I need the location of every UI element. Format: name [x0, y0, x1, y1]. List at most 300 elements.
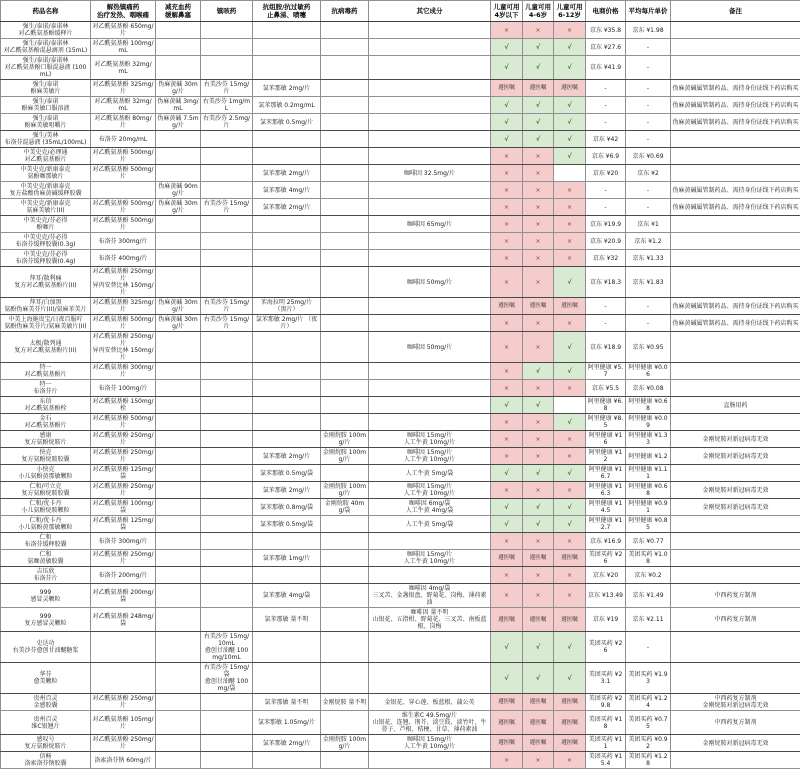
cell-antitussive-line: 右美沙芬 15mg/10mL: [202, 633, 251, 647]
cell-unit-price: [626, 199, 671, 216]
cell-antipyretic: [91, 448, 156, 465]
cell-kids-4-6: [523, 182, 554, 199]
cell-kids-4-6: [523, 550, 554, 567]
cell-kids-4-6: [523, 131, 554, 148]
cell-kids-under4: [491, 567, 523, 584]
cross-mark: ×: [535, 487, 540, 494]
cell-antiviral: [321, 114, 369, 131]
cell-unit-price: [626, 148, 671, 165]
cell-antipyretic-line: 对乙酰氨基酚 125mg/袋: [92, 466, 154, 480]
cell-remarks-line: 金刚烷胺对新冠病毒无效: [672, 453, 799, 460]
cell-antipyretic-line: 对乙酰氨基酚 250mg/片: [92, 432, 154, 446]
cell-decongestant: [156, 267, 201, 298]
cell-kids-4-6: [523, 332, 554, 363]
check-mark: √: [536, 367, 540, 375]
cell-other-ingredients: [369, 465, 491, 482]
cell-kids-6-12: [554, 694, 586, 711]
cell-drug-name-line: 强生/泰诺: [2, 81, 89, 88]
cell-drug-name-line: 强生/泰诺: [2, 115, 89, 122]
cell-antiviral: [321, 608, 369, 632]
cross-mark: ×: [567, 187, 572, 194]
cell-unit-price-line: 京东 ¥1.2: [627, 238, 669, 245]
cell-other-ingredients-line: 三叉苦、金盏银盘、野菊花、岗梅、薄荷素油: [370, 592, 489, 606]
cell-price-line: 京东 ¥19.9: [587, 221, 624, 228]
cell-antiviral: [321, 199, 369, 216]
cell-antihistamine-line: 氯苯那敏 量不明: [254, 699, 319, 706]
cell-other-ingredients: [369, 499, 491, 516]
cell-antitussive: [201, 397, 253, 414]
doctor-advice-mark: 遵医嘱: [561, 720, 578, 726]
cell-kids-4-6: [523, 56, 554, 80]
column-header-sublabel: 治疗发热、咽喉痛: [91, 11, 155, 19]
cell-antipyretic-line: 对乙酰氨基酚 200mg/袋: [92, 589, 154, 603]
cell-drug-name-line: 金感胶囊: [2, 702, 89, 709]
cell-unit-price: [626, 567, 671, 584]
cell-antipyretic: [91, 97, 156, 114]
cross-mark: ×: [535, 344, 540, 351]
cell-drug-name-line: 布洛芬片: [2, 388, 89, 395]
cell-antiviral: [321, 380, 369, 397]
cell-antihistamine: [253, 131, 321, 148]
cell-remarks-line: 金刚烷胺对新冠病毒无效: [672, 702, 799, 709]
check-mark: √: [567, 674, 571, 682]
cross-mark: ×: [567, 453, 572, 460]
cell-unit-price-line: -: [627, 320, 669, 327]
cell-antitussive: [201, 567, 253, 584]
cell-drug-name-line: 对乙酰氨基酚片: [2, 156, 89, 163]
cell-decongestant: [156, 131, 201, 148]
check-mark: √: [567, 101, 571, 109]
cell-price: [586, 233, 626, 250]
cell-antiviral: [321, 550, 369, 567]
cell-drug-name-line: 仁和: [2, 551, 89, 558]
cell-kids-4-6: [523, 735, 554, 752]
cell-drug-name-line: 氨酚伪麻美芬片(II)/氨麻苯美片: [2, 306, 89, 313]
cell-antitussive: [201, 694, 253, 711]
cell-drug-name-line: 仁和/优卡丹: [2, 517, 89, 524]
cell-drug-name-line: 中美史克/新康泰克: [2, 166, 89, 173]
cell-decongestant: [156, 448, 201, 465]
cell-unit-price: [626, 22, 671, 39]
doctor-advice-mark: 遵医嘱: [561, 85, 578, 91]
check-mark: √: [536, 118, 540, 126]
cell-kids-6-12: [554, 735, 586, 752]
check-mark: √: [536, 101, 540, 109]
cell-kids-under4: [491, 216, 523, 233]
cell-antitussive-line: 右美沙芬 15mg/片: [202, 81, 251, 95]
cell-unit-price-line: -: [627, 303, 669, 310]
cell-price: [586, 199, 626, 216]
check-mark: √: [567, 503, 571, 511]
cell-drug-name-line: 小快克: [2, 466, 89, 473]
check-mark: √: [504, 674, 508, 682]
cell-price-line: 美团买药 ¥26: [587, 640, 624, 654]
check-mark: √: [536, 43, 540, 51]
cell-antihistamine: [253, 431, 321, 448]
cell-remarks-line: 伪麻黄碱属管制药品、需持身份证线下药店购买: [672, 204, 799, 211]
cell-price-line: 京东 ¥6.9: [587, 153, 624, 160]
column-header-drug_name: [1, 1, 91, 22]
cell-price: [586, 499, 626, 516]
cell-decongestant: [156, 182, 201, 199]
cross-mark: ×: [504, 592, 509, 599]
column-header-antihistamine: [253, 1, 321, 22]
cross-mark: ×: [535, 320, 540, 327]
cell-decongestant: [156, 550, 201, 567]
cell-antipyretic: [91, 431, 156, 448]
cell-antitussive: [201, 250, 253, 267]
cell-unit-price: [626, 482, 671, 499]
cell-unit-price: [626, 663, 671, 694]
cell-other-ingredients-line: 维生素C 49.5mg/片: [370, 712, 489, 719]
doctor-advice-mark: 遵医嘱: [561, 617, 578, 623]
cell-kids-under4: [491, 182, 523, 199]
column-header-label: 儿童可用: [523, 3, 553, 11]
cell-remarks: [671, 39, 800, 56]
cell-remarks: [671, 22, 800, 39]
cell-kids-4-6: [523, 363, 554, 380]
cell-antihistamine: [253, 711, 321, 735]
cell-price-line: 京东 ¥20: [587, 572, 624, 579]
cell-remarks-line: 直肠用药: [672, 402, 799, 409]
column-header-label: 儿童可用: [554, 3, 585, 11]
column-header-label: 抗组胺/抗过敏药: [253, 3, 320, 11]
cell-antipyretic: [91, 465, 156, 482]
cross-mark: ×: [567, 592, 572, 599]
cell-remarks: [671, 165, 800, 182]
cell-decongestant: [156, 663, 201, 694]
cross-mark: ×: [504, 320, 509, 327]
cell-drug-name: [1, 131, 91, 148]
cell-kids-6-12: [554, 233, 586, 250]
check-mark: √: [567, 343, 571, 351]
cell-antitussive: [201, 752, 253, 769]
cross-mark: ×: [504, 279, 509, 286]
cell-kids-4-6: [523, 482, 554, 499]
cell-price: [586, 80, 626, 97]
cell-kids-6-12: [554, 56, 586, 80]
cell-antihistamine-line: 氯苯那敏 2mg/片 （夜片）: [254, 316, 319, 330]
cell-drug-name: [1, 39, 91, 56]
cell-drug-name-line: 小儿氨酚烷胺颗粒: [2, 507, 89, 514]
cross-mark: ×: [535, 153, 540, 160]
cell-antihistamine: [253, 397, 321, 414]
cell-kids-6-12: [554, 363, 586, 380]
cell-decongestant-line: 伪麻黄碱 3mg/mL: [157, 98, 199, 112]
cell-drug-name: [1, 267, 91, 298]
cell-price-line: 京东 ¥13.49: [587, 592, 624, 599]
cell-unit-price-line: 京东 ¥1.98: [627, 27, 669, 34]
cell-other-ingredients-line: 人工牛黄 10mg/片: [370, 456, 489, 463]
cell-antihistamine-line: 氯苯那敏 1.05mg/片: [254, 719, 319, 726]
cell-remarks: [671, 567, 800, 584]
cell-antihistamine-line: 氯苯那敏 2mg/片: [254, 170, 319, 177]
cross-mark: ×: [504, 757, 509, 764]
cell-antitussive: [201, 298, 253, 315]
cell-antitussive: [201, 711, 253, 735]
cell-kids-under4: [491, 165, 523, 182]
cell-kids-4-6: [523, 165, 554, 182]
cell-antipyretic-line: 布洛芬 300mg/片: [92, 238, 154, 245]
cell-unit-price: [626, 80, 671, 97]
cell-antihistamine: [253, 250, 321, 267]
cell-price-line: 阿里健康 ¥16.3: [587, 483, 624, 497]
check-mark: √: [504, 401, 508, 409]
cell-kids-4-6: [523, 448, 554, 465]
cell-unit-price-line: 阿里健康 ¥0.91: [627, 500, 669, 514]
cell-other-ingredients: [369, 22, 491, 39]
cell-drug-name-line: 酚麻美敏咀嚼片: [2, 122, 89, 129]
cell-antitussive-line: 右美沙芬 15mg/片: [202, 299, 251, 313]
cell-drug-name-line: 布洛芬混悬液 (35mL/100mL): [2, 139, 89, 146]
cell-kids-under4: [491, 414, 523, 431]
cell-antiviral-line: 金刚烷胺 100mg/片: [322, 432, 367, 446]
cell-antihistamine-line: 氯苯那敏 1mg/片: [254, 555, 319, 562]
cell-kids-under4: [491, 735, 523, 752]
cell-drug-name-line: 感康: [2, 432, 89, 439]
cell-unit-price: [626, 39, 671, 56]
cell-antipyretic: [91, 298, 156, 315]
cell-price: [586, 448, 626, 465]
cell-unit-price-line: -: [627, 102, 669, 109]
cell-drug-name-line: 小儿氨酚黄那敏颗粒: [2, 473, 89, 480]
cross-mark: ×: [504, 221, 509, 228]
cell-antipyretic: [91, 22, 156, 39]
cell-antiviral: [321, 448, 369, 465]
cell-unit-price: [626, 165, 671, 182]
cell-antihistamine: [253, 694, 321, 711]
column-header-label: 儿童可用: [491, 3, 522, 11]
cell-kids-6-12: [554, 663, 586, 694]
cell-antipyretic: [91, 56, 156, 80]
cross-mark: ×: [567, 757, 572, 764]
cell-drug-name-line: 特一: [2, 364, 89, 371]
cross-mark: ×: [504, 453, 509, 460]
cell-antipyretic-line: 对乙酰氨基酚 500mg/片: [92, 217, 154, 231]
cell-drug-name-line: 强生/泰诺/泰诺林: [2, 40, 89, 47]
cell-kids-4-6: [523, 711, 554, 735]
cross-mark: ×: [535, 279, 540, 286]
cell-antiviral: [321, 267, 369, 298]
cell-remarks-line: 金刚烷胺对新冠病毒无效: [672, 504, 799, 511]
cell-antihistamine-line: 氯苯那敏 0.5mg/袋: [254, 521, 319, 528]
cell-antitussive: [201, 363, 253, 380]
cell-kids-4-6: [523, 516, 554, 533]
cell-unit-price-line: -: [627, 64, 669, 71]
cell-kids-under4: [491, 148, 523, 165]
cell-price: [586, 608, 626, 632]
cell-price: [586, 431, 626, 448]
cell-kids-under4: [491, 516, 523, 533]
cell-remarks: [671, 735, 800, 752]
cell-price-line: 阿里健康 ¥6.8: [587, 398, 624, 412]
cell-decongestant: [156, 752, 201, 769]
cell-price: [586, 165, 626, 182]
column-header-remarks: [671, 1, 800, 22]
cell-drug-name-line: 小儿氨酚黄那敏颗粒: [2, 524, 89, 531]
cell-remarks: [671, 80, 800, 97]
cross-mark: ×: [535, 538, 540, 545]
table-row: [1, 114, 800, 131]
cell-kids-under4: [491, 533, 523, 550]
cell-antipyretic: [91, 752, 156, 769]
cell-other-ingredients: [369, 711, 491, 735]
cell-kids-4-6: [523, 608, 554, 632]
cell-unit-price: [626, 414, 671, 431]
cell-antipyretic: [91, 663, 156, 694]
cell-antihistamine: [253, 735, 321, 752]
cross-mark: ×: [535, 385, 540, 392]
cell-drug-name-line: 史达功: [2, 640, 89, 647]
cell-antiviral: [321, 233, 369, 250]
cell-price: [586, 711, 626, 735]
cell-antipyretic-line: 异丙安替比林 150mg/片: [92, 347, 154, 361]
cell-unit-price: [626, 131, 671, 148]
cell-drug-name: [1, 397, 91, 414]
cell-antiviral: [321, 182, 369, 199]
cell-unit-price: [626, 380, 671, 397]
cell-other-ingredients: [369, 267, 491, 298]
cell-antipyretic-line: 布洛芬 400mg/片: [92, 255, 154, 262]
cell-antiviral: [321, 363, 369, 380]
cell-price: [586, 380, 626, 397]
cell-drug-name-line: 对乙酰氨基酚片: [2, 371, 89, 378]
cell-other-ingredients: [369, 182, 491, 199]
cell-remarks: [671, 114, 800, 131]
cell-decongestant: [156, 735, 201, 752]
cell-remarks: [671, 97, 800, 114]
cell-other-ingredients: [369, 533, 491, 550]
cell-antihistamine: [253, 584, 321, 608]
cell-drug-name: [1, 584, 91, 608]
cell-antipyretic-line: 布洛芬 20mg/mL: [92, 136, 154, 143]
check-mark: √: [567, 43, 571, 51]
cell-antitussive: [201, 499, 253, 516]
cell-antihistamine: [253, 499, 321, 516]
cell-kids-6-12: [554, 465, 586, 482]
table-row: [1, 711, 800, 735]
cell-drug-name: [1, 632, 91, 663]
cell-unit-price: [626, 250, 671, 267]
cell-remarks-line: 中西药复方制剂: [672, 592, 799, 599]
cell-antipyretic: [91, 114, 156, 131]
cell-kids-6-12: [554, 499, 586, 516]
cell-decongestant: [156, 516, 201, 533]
cell-price-line: 京东 ¥18.3: [587, 279, 624, 286]
cell-other-ingredients: [369, 216, 491, 233]
cell-antipyretic-line: 对乙酰氨基酚 125mg/袋: [92, 517, 154, 531]
cell-decongestant: [156, 332, 201, 363]
cell-antihistamine-line: 苯海拉明 25mg/片 （黑片）: [254, 299, 319, 313]
cell-other-ingredients-line: 咖啡因 50mg/片: [370, 279, 489, 286]
cross-mark: ×: [504, 419, 509, 426]
cross-mark: ×: [567, 385, 572, 392]
check-mark: √: [504, 43, 508, 51]
cell-unit-price-line: 京东 ¥1.49: [627, 592, 669, 599]
check-mark: √: [567, 418, 571, 426]
cell-antipyretic-line: 布洛芬 100mg/片: [92, 385, 154, 392]
cell-drug-name-line: 对乙酰氨基酚栓: [2, 405, 89, 412]
column-header-decongestant: [156, 1, 201, 22]
column-header-sublabel: 4-6岁: [523, 11, 553, 19]
cell-remarks-line: 伪麻黄碱属管制药品、需持身份证线下药店购买: [672, 303, 799, 310]
cell-antipyretic-line: 对乙酰氨基酚 250mg/片: [92, 268, 154, 282]
cell-other-ingredients: [369, 97, 491, 114]
cell-drug-name: [1, 298, 91, 315]
cell-antihistamine: [253, 482, 321, 499]
cross-mark: ×: [504, 538, 509, 545]
cross-mark: ×: [535, 170, 540, 177]
cell-other-ingredients: [369, 663, 491, 694]
cell-kids-under4: [491, 332, 523, 363]
cell-remarks: [671, 233, 800, 250]
cell-kids-6-12: [554, 80, 586, 97]
cell-antitussive: [201, 380, 253, 397]
cross-mark: ×: [535, 592, 540, 599]
cell-drug-name-line: 布洛芬缓释胶囊(0.3g): [2, 241, 89, 248]
cell-kids-under4: [491, 380, 523, 397]
cell-decongestant-line: 伪麻黄碱 30mg/片: [157, 200, 199, 214]
cell-kids-4-6: [523, 315, 554, 332]
cell-remarks: [671, 608, 800, 632]
doctor-advice-mark: 遵医嘱: [498, 303, 515, 309]
cell-kids-under4: [491, 267, 523, 298]
cell-kids-under4: [491, 131, 523, 148]
cell-kids-under4: [491, 752, 523, 769]
cell-antitussive: [201, 414, 253, 431]
cell-antiviral: [321, 414, 369, 431]
check-mark: √: [504, 118, 508, 126]
cell-other-ingredients: [369, 199, 491, 216]
cell-other-ingredients-line: 人工牛黄 10mg/片: [370, 439, 489, 446]
check-mark: √: [567, 520, 571, 528]
cell-antitussive: [201, 165, 253, 182]
cell-antiviral: [321, 298, 369, 315]
cell-kids-6-12: [554, 533, 586, 550]
cell-price: [586, 56, 626, 80]
cell-drug-name-line: 对乙酰氨基酚口服混悬液 (100mL): [2, 64, 89, 78]
cell-drug-name: [1, 533, 91, 550]
cell-antipyretic: [91, 380, 156, 397]
cell-remarks-line: 伪麻黄碱属管制药品、需持身份证线下药店购买: [672, 102, 799, 109]
cell-antitussive: [201, 148, 253, 165]
cell-antitussive: [201, 22, 253, 39]
cell-antipyretic: [91, 332, 156, 363]
table-row: [1, 735, 800, 752]
cell-antihistamine: [253, 533, 321, 550]
cell-kids-under4: [491, 663, 523, 694]
cell-kids-4-6: [523, 752, 554, 769]
cell-unit-price: [626, 267, 671, 298]
cell-remarks-line: 金刚烷胺对新冠病毒无效: [672, 487, 799, 494]
cell-kids-6-12: [554, 148, 586, 165]
check-mark: √: [504, 503, 508, 511]
cell-kids-under4: [491, 465, 523, 482]
cell-decongestant: [156, 233, 201, 250]
cross-mark: ×: [504, 255, 509, 262]
cell-antihistamine: [253, 56, 321, 80]
cell-antitussive: [201, 182, 253, 199]
cell-antipyretic-line: 对乙酰氨基酚 80mg/片: [92, 115, 154, 129]
cell-antipyretic-line: 洛索洛芬钠 60mg/片: [92, 757, 154, 764]
cell-antihistamine-line: 氯苯那敏 4mg/片: [254, 187, 319, 194]
cell-kids-under4: [491, 448, 523, 465]
cell-remarks: [671, 711, 800, 735]
cell-remarks: [671, 584, 800, 608]
cell-kids-4-6: [523, 199, 554, 216]
column-header-label: 镇咳药: [201, 7, 252, 15]
cell-remarks: [671, 533, 800, 550]
